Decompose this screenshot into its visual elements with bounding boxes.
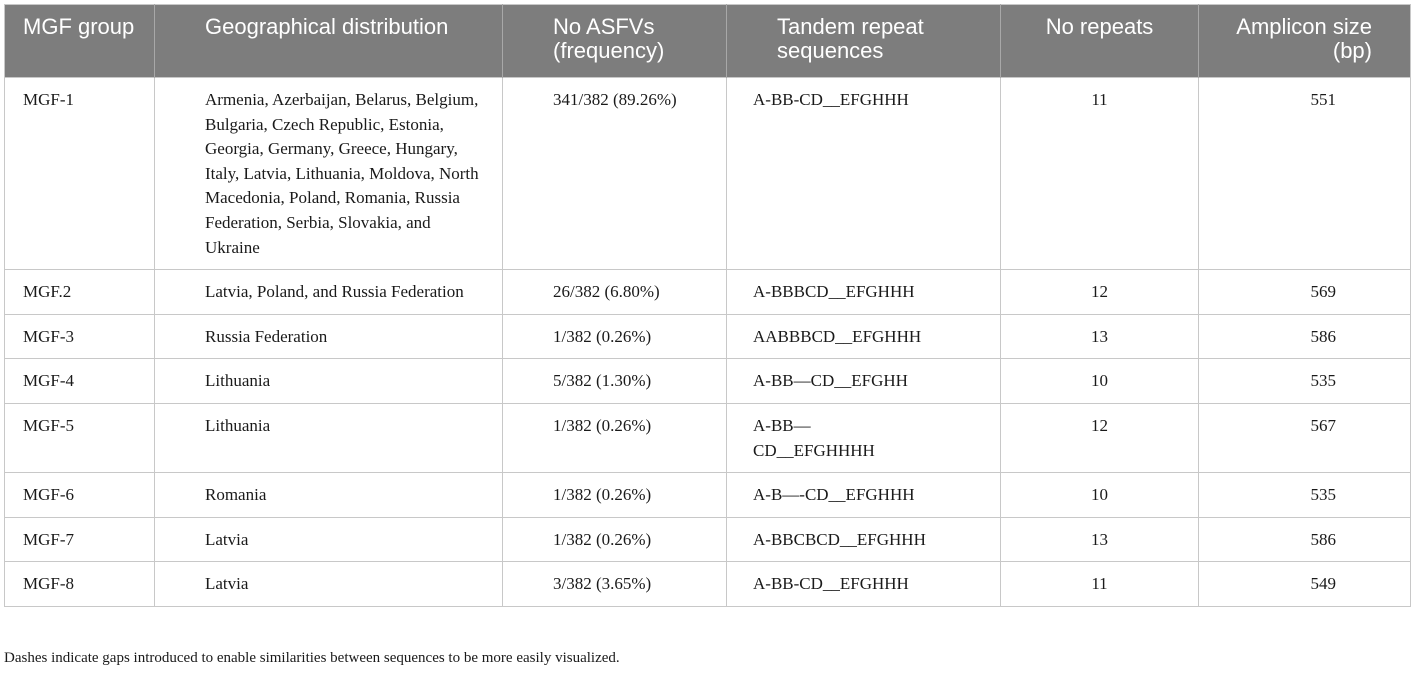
cell-tandem-repeat-sequence: A-BBBCD__EFGHHH [727,270,1001,315]
header-no-asfvs: No ASFVs (frequency) [503,5,727,78]
cell-tandem-repeat-sequence: A-BB—CD__EFGHHHH [727,403,1001,472]
cell-amplicon-size: 586 [1199,314,1411,359]
cell-no-repeats: 13 [1001,314,1199,359]
cell-no-repeats: 12 [1001,403,1199,472]
cell-geographical-distribution: Latvia [155,517,503,562]
table-row [5,562,1411,607]
cell-tandem-repeat-sequence: A-BB-CD__EFGHHH [727,78,1001,270]
cell-amplicon-size: 549 [1199,562,1411,607]
cell-mgf-group: MGF-5 [5,403,155,472]
cell-tandem-repeat-sequence: A-BBCBCD__EFGHHH [727,517,1001,562]
table-row [5,270,1411,315]
cell-no-repeats: 10 [1001,359,1199,404]
table-row [5,78,1411,270]
table-footnote: Dashes indicate gaps introduced to enable similarities between sequences to be more easily visualized. [4,650,620,666]
cell-mgf-group: MGF-6 [5,473,155,518]
cell-amplicon-size: 569 [1199,270,1411,315]
cell-no-repeats: 11 [1001,562,1199,607]
cell-tandem-repeat-sequence: A-BB—CD__EFGHH [727,359,1001,404]
mgf-table [4,4,1411,607]
cell-no-asfvs: 1/382 (0.26%) [503,517,727,562]
cell-geographical-distribution: Russia Federation [155,314,503,359]
header-no-repeats: No repeats [1001,5,1199,78]
header-tandem-repeat-sequences: Tandem repeat sequences [727,5,1001,78]
cell-mgf-group: MGF-1 [5,78,155,270]
cell-no-repeats: 10 [1001,473,1199,518]
header-mgf-group: MGF group [5,5,155,78]
cell-mgf-group: MGF.2 [5,270,155,315]
cell-mgf-group: MGF-7 [5,517,155,562]
cell-mgf-group: MGF-8 [5,562,155,607]
cell-no-repeats: 12 [1001,270,1199,315]
cell-tandem-repeat-sequence: A-B—-CD__EFGHHH [727,473,1001,518]
table-row [5,314,1411,359]
table-row [5,403,1411,472]
cell-no-asfvs: 3/382 (3.65%) [503,562,727,607]
cell-amplicon-size: 567 [1199,403,1411,472]
cell-tandem-repeat-sequence: A-BB-CD__EFGHHH [727,562,1001,607]
cell-tandem-repeat-sequence: AABBBCD__EFGHHH [727,314,1001,359]
cell-geographical-distribution: Romania [155,473,503,518]
cell-no-asfvs: 26/382 (6.80%) [503,270,727,315]
cell-no-asfvs: 1/382 (0.26%) [503,314,727,359]
table-header-row [5,5,1411,78]
table-container [4,4,1410,607]
cell-mgf-group: MGF-3 [5,314,155,359]
header-amplicon-size: Amplicon size (bp) [1199,5,1411,78]
cell-amplicon-size: 535 [1199,359,1411,404]
table-row [5,359,1411,404]
cell-mgf-group: MGF-4 [5,359,155,404]
cell-geographical-distribution: Armenia, Azerbaijan, Belarus, Belgium, Bulgaria, Czech Republic, Estonia, Georgia, Germany, Greece, Hungary, Italy, Latvia, Lithuania, Moldova, North Macedonia, Poland, Romania, Russia Federation, Serbia, Slovakia, and Ukraine [155,78,503,270]
cell-no-asfvs: 341/382 (89.26%) [503,78,727,270]
cell-no-asfvs: 5/382 (1.30%) [503,359,727,404]
cell-no-repeats: 11 [1001,78,1199,270]
cell-no-repeats: 13 [1001,517,1199,562]
cell-geographical-distribution: Lithuania [155,403,503,472]
header-geographical-distribution: Geographical distribution [155,5,503,78]
cell-geographical-distribution: Lithuania [155,359,503,404]
cell-amplicon-size: 535 [1199,473,1411,518]
cell-amplicon-size: 551 [1199,78,1411,270]
cell-geographical-distribution: Latvia, Poland, and Russia Federation [155,270,503,315]
table-row [5,517,1411,562]
table-row [5,473,1411,518]
cell-geographical-distribution: Latvia [155,562,503,607]
cell-no-asfvs: 1/382 (0.26%) [503,403,727,472]
cell-no-asfvs: 1/382 (0.26%) [503,473,727,518]
cell-amplicon-size: 586 [1199,517,1411,562]
